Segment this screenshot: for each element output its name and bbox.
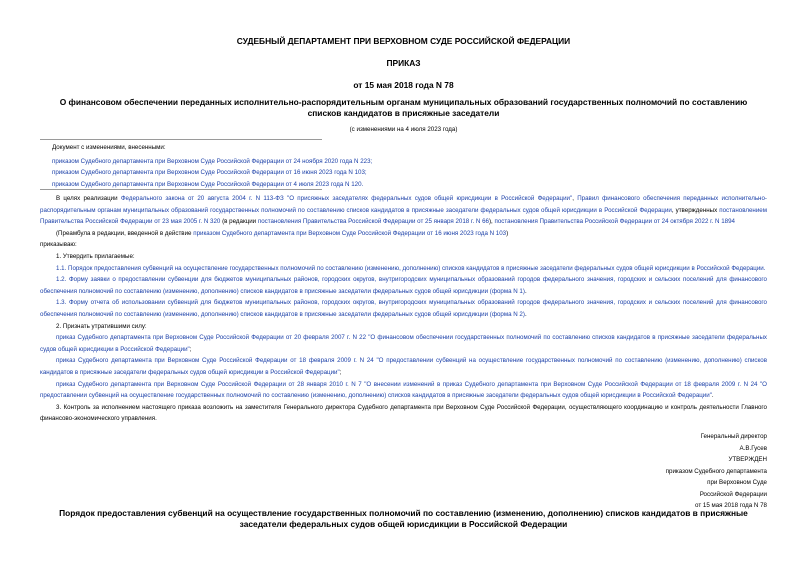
text: ; [189,345,192,353]
amendment-link-1[interactable]: приказом Судебного департамента при Верховном Суде Российской Федерации от 24 ноября 2020 года N 223; [52,157,373,165]
order-22-link[interactable]: приказ Судебного департамента при Верховном Суде Российской Федерации от 20 февраля 2007 г. N 22 "О финансовом обеспечении государственных полномочий по составлению списков кандидатов в присяжные заседатели федеральных судов общей юрисдикции в Российской Федерации" [40,334,767,353]
text: (в редакции [220,218,258,226]
repealed-order-3 [40,379,767,402]
appendix-title-line1: Порядок предоставления субвенций на осуществление государственных полномочий по составлению (изменению, дополнению) списков кандидатов в присяжные [59,508,748,518]
clause-1-3 [40,297,767,320]
approved-line-1: приказом Судебного департамента [665,467,767,475]
amendments-block [52,142,772,190]
text: ; [339,368,342,376]
text: ) [506,229,509,237]
order-7-link[interactable]: приказ Судебного департамента при Верховном Суде Российской Федерации от 28 января 2010 г. N 7 "О внесении изменений в приказ Судебного департамента при Верховном Суде Российской Федерации от 18 февраля 2009 г. N 24 "О предоставлении субвенций на осуществление государственных полномочий по составлению (изменению, дополнению) списков кандидатов в присяжные заседатели федеральных судов общей юрисдикции в Российской Федерации" [40,380,767,400]
amendments-top-rule [40,139,322,140]
approved-line-2: при Верховном Суде [707,479,767,486]
order-body [40,193,767,425]
text: , [572,195,578,202]
preamble [40,193,767,228]
approved-line-4: от 15 мая 2018 года N 78 [695,502,767,509]
resolution-1894-link[interactable]: постановления Правительства Российской Федерации от 24 октября 2022 г. N 1894 [494,218,735,226]
preamble-note [40,228,767,240]
order-verb: приказываю: [40,241,77,249]
text: ), [488,218,495,226]
text: . [524,310,527,318]
resolution-320-link[interactable]: постановлением Правительства Российской Федерации от 23 мая 2005 г. N 320 [40,206,767,226]
text: , утвержденных [671,206,720,214]
repealed-order-2 [40,355,767,378]
amendment-link-2[interactable]: приказом Судебного департамента при Верховном Суде Российской Федерации от 16 июня 2023 года N 103; [52,169,367,176]
revision-note: (с изменениями на 4 июля 2023 года) [349,126,458,133]
rules-link[interactable]: Правил финансового обеспечения переданных исполнительно-распорядительным органам муниципальных образований государственных полномочий по составлению списков кандидатов в присяжные заседатели федеральных судов общей юрисдикции в Российской Федерации [40,195,767,214]
appendix-title-line2: заседатели федеральных судов общей юрисдикции в Российской Федерации [239,519,568,529]
law-link[interactable]: Федерального закона от 20 августа 2004 г. N 113-ФЗ "О присяжных заседателях федеральных судов общей юрисдикции в Российской Федерации" [120,195,573,202]
text: В целях реализации [56,195,121,202]
doc-date-number: от 15 мая 2018 года N 78 [353,80,454,90]
doc-title-line2: списков кандидатов в присяжные заседатели [307,108,500,118]
clause-1-1 [40,263,767,275]
clause-3: 3. Контроль за исполнением настоящего приказа возложить на заместителя Генерального директора Судебного департамента при Верховном Суде Российской Федерации, осуществляющего координацию и контроль деятельности Главного финансово-экономического управления. [40,403,767,423]
signature-block [467,431,767,512]
approved-label: УТВЕРЖДЕН [728,456,767,463]
order-24-link[interactable]: приказ Судебного департамента при Верховном Суде Российской Федерации от 18 февраля 2009 г. N 24 "О предоставлении субвенций на осуществление государственных полномочий по составлению (изменению, дополнению) списков кандидатов в присяжные заседатели федеральных судов общей юрисдикции в Российской Федерации" [40,357,767,376]
amendment-link-3[interactable]: приказом Судебного департамента при Верховном Суде Российской Федерации от 4 июля 2023 года N 120. [52,180,364,188]
procedure-link[interactable]: 1.1. Порядок предоставления субвенций на осуществление государственных полномочий по составлению (изменению, дополнению) списков кандидатов в присяжные заседатели федеральных судов общей юрисдикции в Российской Федерации. [56,264,766,272]
signer-position: Генеральный директор [700,433,767,440]
form-1-link[interactable]: 1.2. Форму заявки о предоставлении субвенции для бюджетов муниципальных районов, городских округов, внутригородских муниципальных образований городов федерального значения, городских и сельских поселений для финансового обеспечения полномочий по составлению (изменению, дополнению) списков кандидатов в присяжные заседатели федеральных судов общей юрисдикции (форма N 1) [40,276,767,295]
resolution-66-link[interactable]: постановления Правительства Российской Федерации от 25 января 2018 г. N 66 [257,218,489,226]
doc-type: ПРИКАЗ [386,58,421,68]
text: . [711,392,714,400]
department-heading: СУДЕБНЫЙ ДЕПАРТАМЕНТ ПРИ ВЕРХОВНОМ СУДЕ РОССИЙСКОЙ ФЕДЕРАЦИИ [236,36,571,46]
amendments-bottom-rule [40,189,322,190]
clause-1-2 [40,274,767,297]
doc-title-line1: О финансовом обеспечении переданных исполнительно-распорядительным органам муниципальных образований государственных полномочий по составлению [59,97,748,107]
text: (Преамбула в редакции, введенной в действие [56,229,194,237]
clause-1: 1. Утвердить прилагаемые: [56,252,135,260]
form-2-link[interactable]: 1.3. Форму отчета об использовании субвенций для бюджетов муниципальных районов, городских округов, внутригородских муниципальных образований городов федерального значения, городских и сельских поселений для финансового обеспечения полномочий по составлению (изменению, дополнению) списков кандидатов в присяжные заседатели федеральных судов общей юрисдикции (форма N 2) [40,299,767,318]
text: . [524,287,527,295]
repealed-order-1 [40,332,767,355]
signer-name: А.В.Гусев [739,444,767,452]
order-103-link[interactable]: приказом Судебного департамента при Верховном Суде Российской Федерации от 16 июня 2023 года N 103 [193,229,507,237]
clause-2: 2. Признать утратившими силу: [56,322,147,330]
approved-line-3: Российской Федерации [699,490,767,498]
amendments-intro: Документ с изменениями, внесенными: [52,144,166,151]
